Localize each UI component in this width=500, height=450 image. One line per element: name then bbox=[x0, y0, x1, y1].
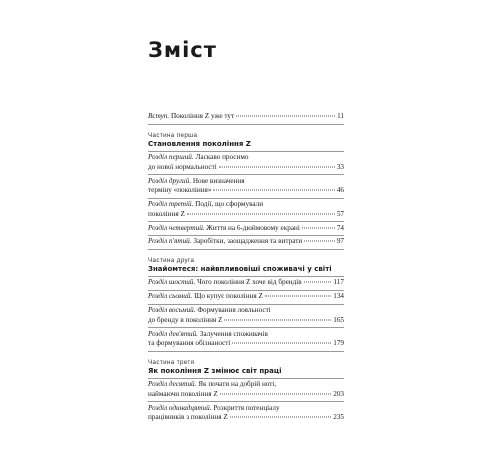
toc-entry-title: Покоління Z уже тут bbox=[169, 112, 235, 120]
toc-entry-title: Залучення споживачів bbox=[198, 329, 268, 338]
toc-entry-title: Чого покоління Z хоче від брендів bbox=[195, 278, 302, 287]
toc-entry bbox=[148, 152, 344, 175]
toc-entry-title-cont: покоління Z bbox=[148, 209, 185, 218]
toc-entry-prefix: Вступ. bbox=[148, 112, 170, 120]
toc-entry-prefix: Розділ шостий. bbox=[148, 278, 196, 287]
toc-entry bbox=[148, 222, 344, 236]
toc-entry-title-cont: терміну «покоління» bbox=[148, 186, 212, 195]
part-label: Частина третя bbox=[148, 358, 195, 366]
toc-entry-title-cont: до нової нормальності bbox=[148, 162, 217, 171]
divider bbox=[148, 124, 344, 125]
toc-page-number: 165 bbox=[333, 315, 344, 324]
toc-entry-title-cont: працівників з покоління Z bbox=[148, 413, 228, 422]
toc-entry-prefix: Розділ дев'ятий. bbox=[148, 329, 198, 338]
toc-entry-prefix: Розділ восьмий. bbox=[148, 306, 196, 315]
toc-entry bbox=[148, 305, 344, 328]
toc-entry-prefix: Розділ сьомий. bbox=[148, 292, 193, 301]
part-label: Частина друга bbox=[148, 256, 195, 264]
toc-page-number: 46 bbox=[336, 186, 344, 195]
toc-entry-title: Ласкаво просимо bbox=[193, 153, 249, 162]
toc-entry-title: Формування лояльності bbox=[195, 306, 271, 315]
leader-dots bbox=[304, 241, 335, 242]
part-title: Як покоління Z змінює світ праці bbox=[148, 367, 344, 379]
leader-dots bbox=[265, 296, 331, 297]
toc-page-number: 235 bbox=[333, 413, 344, 422]
toc-page-number: 57 bbox=[336, 209, 344, 218]
part-title: Знайомтеся: найвпливовіші споживачі у світі bbox=[148, 265, 344, 277]
table-of-contents bbox=[148, 112, 344, 425]
toc-entry-title-cont: та формування обізнаності bbox=[148, 339, 231, 348]
leader-dots bbox=[220, 393, 331, 394]
page-title: Зміст bbox=[148, 38, 217, 62]
toc-page-number: 97 bbox=[336, 237, 344, 246]
part-title: Становлення покоління Z bbox=[148, 140, 344, 152]
toc-entry bbox=[148, 175, 344, 198]
toc-page-number: 134 bbox=[333, 292, 344, 301]
toc-entry-title-cont: до бренду в покоління Z bbox=[148, 315, 223, 324]
leader-dots bbox=[232, 343, 331, 344]
toc-entry-prefix: Розділ перший. bbox=[148, 153, 194, 162]
leader-dots bbox=[224, 319, 331, 320]
toc-entry-title: Нове визначення bbox=[191, 176, 245, 185]
leader-dots bbox=[304, 282, 332, 283]
toc-entry-prefix: Розділ десятий. bbox=[148, 380, 197, 389]
toc-entry bbox=[148, 199, 344, 222]
leader-dots bbox=[213, 190, 334, 191]
toc-page-number: 179 bbox=[333, 339, 344, 348]
toc-entry bbox=[148, 402, 344, 424]
toc-entry-prefix: Розділ одинадцятий. bbox=[148, 403, 212, 412]
toc-entry bbox=[148, 379, 344, 402]
toc-entry bbox=[148, 277, 344, 291]
toc-entry-title: Події, що сформували bbox=[193, 200, 264, 209]
toc-page-number: 117 bbox=[333, 278, 344, 287]
leader-dots bbox=[230, 417, 332, 418]
leader-dots bbox=[219, 166, 335, 167]
toc-page-number: 203 bbox=[333, 389, 344, 398]
leader-dots bbox=[187, 213, 335, 214]
toc-page-number: 11 bbox=[337, 112, 344, 120]
toc-entry-title: Як почати на добрій ноті, bbox=[196, 380, 277, 389]
toc-entry bbox=[148, 291, 344, 305]
toc-page-number: 33 bbox=[336, 162, 344, 171]
toc-entry-title-cont: наймаючи покоління Z bbox=[148, 389, 218, 398]
toc-page-number: 74 bbox=[336, 223, 344, 232]
part-label: Частина перша bbox=[148, 131, 198, 139]
toc-entry bbox=[148, 236, 344, 250]
toc-entry-prefix: Розділ третій. bbox=[148, 200, 194, 209]
toc-entry-prefix: Розділ п'ятий. bbox=[148, 237, 192, 246]
toc-entry bbox=[148, 328, 344, 351]
toc-entry-intro bbox=[148, 112, 344, 124]
leader-dots bbox=[302, 227, 335, 228]
toc-entry-title: Життя на 6-дюймовому екрані bbox=[204, 223, 300, 232]
leader-dots bbox=[236, 116, 335, 117]
toc-entry-prefix: Розділ другий. bbox=[148, 176, 192, 185]
toc-entry-title: Розкриття потенціалу bbox=[211, 403, 280, 412]
toc-entry-prefix: Розділ четвертий. bbox=[148, 223, 205, 232]
toc-entry-title: Заробітки, заощадження та витрати bbox=[191, 237, 303, 246]
toc-entry-title: Що купує покоління Z bbox=[192, 292, 263, 301]
